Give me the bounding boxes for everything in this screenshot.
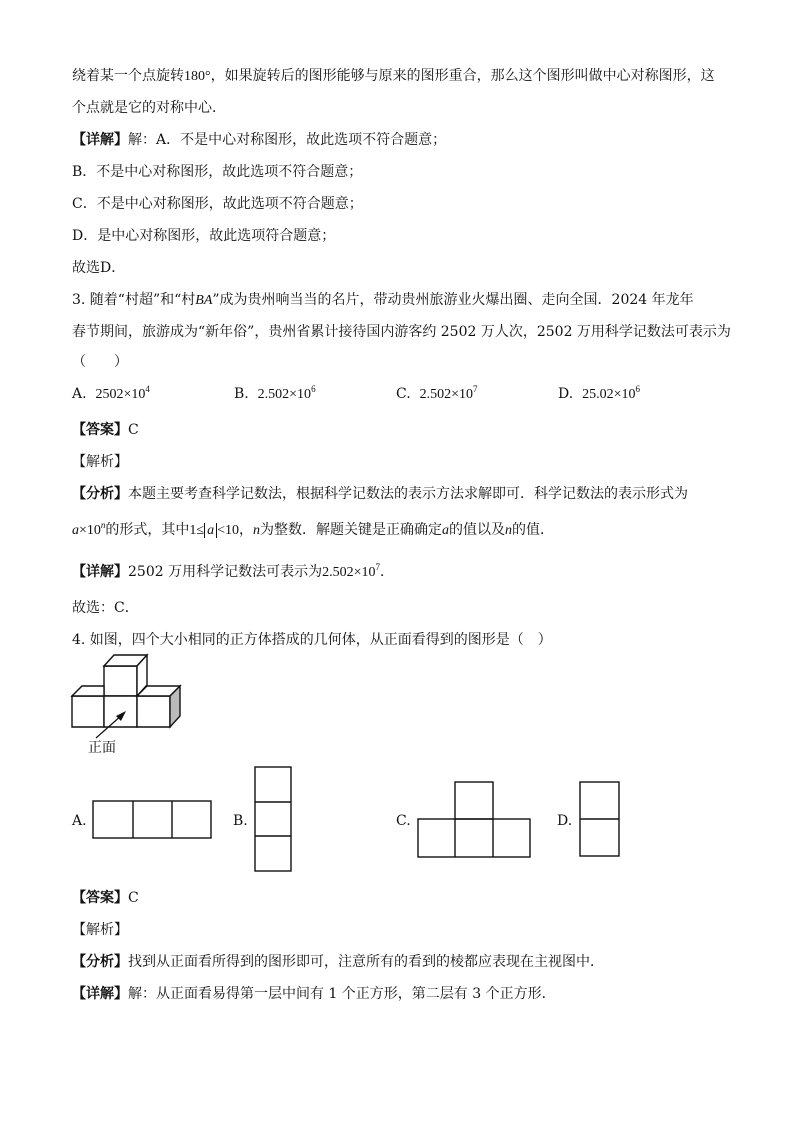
q3-option-c[interactable]: C. $2.502\times 10^7$ xyxy=(396,384,478,402)
q3-stem-line-3: （ ） xyxy=(72,354,128,370)
front-label: 正面 xyxy=(88,740,116,756)
cube-right-front xyxy=(137,696,170,727)
option-a-figure xyxy=(93,801,211,838)
definition-line-2: 个点就是它的对称中心． xyxy=(72,100,226,116)
option-c-figure xyxy=(418,782,530,857)
option-b-figure xyxy=(255,767,291,871)
cube-top-front xyxy=(104,666,137,696)
q3-stem-line-1: 3. 随着“村超”和“村BA”成为贵州响当当的名片，带动贵州旅游业火爆出圈、走向全国．2024 年龙年 xyxy=(72,292,694,308)
q4-jiexi: 【解析】 xyxy=(72,922,128,938)
q3-choose: 故选：C． xyxy=(72,600,139,616)
q4-answer: 【答案】C xyxy=(72,890,139,906)
cube-left-roof xyxy=(72,686,104,696)
q3-analysis-1: 【分析】本题主要考查科学记数法，根据科学记数法的表示方法求解即可．科学记数法的表示形式为 xyxy=(72,486,688,502)
option-d-figure xyxy=(580,782,619,856)
q3-detail: 【详解】2502 万用科学记数法可表示为$2.502\times 10^7$． xyxy=(72,562,394,580)
stacked-cubes-figure xyxy=(72,655,180,727)
q2-choose: 故选D． xyxy=(72,260,126,276)
q3-stem-line-2: 春节期间，旅游成为“新年俗”，贵州省累计接待国内游客约 2502 万人次，2502 万用科学记数法可表示为 xyxy=(72,324,731,340)
q3-option-a[interactable]: A. $2502\times 10^4$ xyxy=(72,384,150,402)
q4-option-d-label[interactable]: D. xyxy=(557,813,573,829)
q2-detail-a: 【详解】解：A．不是中心对称图形，故此选项不符合题意； xyxy=(72,132,447,148)
q4-analysis: 【分析】找到从正面看所得到的图形即可，注意所有的看到的棱都应表现在主视图中． xyxy=(72,954,604,970)
q3-analysis-2: $a\times 10^n$的形式，其中1≤ a <10，n为整数．解题关键是正确确定a的值以及n的值． xyxy=(72,520,554,538)
q3-jiexi: 【解析】 xyxy=(72,454,128,470)
q3-option-d[interactable]: D. $25.02\times 10^6$ xyxy=(558,384,640,402)
q2-detail-c: C．不是中心对称图形，故此选项不符合题意； xyxy=(72,196,363,212)
q3-option-b[interactable]: B. $2.502\times 10^6$ xyxy=(234,384,316,402)
q3-answer: 【答案】C xyxy=(72,422,139,438)
cube-left-front xyxy=(72,696,104,727)
q4-option-a-label[interactable]: A. xyxy=(72,813,87,829)
q2-detail-d: D．是中心对称图形，故此选项符合题意； xyxy=(72,228,336,244)
cube-middle-front xyxy=(104,696,137,727)
definition-line-1: 绕着某一个点旋转180°，如果旋转后的图形能够与原来的图形重合，那么这个图形叫做中心对称图形，这 xyxy=(72,68,715,84)
q2-detail-b: B．不是中心对称图形，故此选项不符合题意； xyxy=(72,164,363,180)
q4-stem: 4. 如图，四个大小相同的正方体搭成的几何体，从正面看得到的图形是（ ） xyxy=(72,632,552,648)
q4-option-c-label[interactable]: C. xyxy=(396,813,411,829)
q4-detail: 【详解】解：从正面看易得第一层中间有 1 个正方形，第二层有 3 个正方形． xyxy=(72,986,556,1002)
q4-option-b-label[interactable]: B. xyxy=(233,813,248,829)
